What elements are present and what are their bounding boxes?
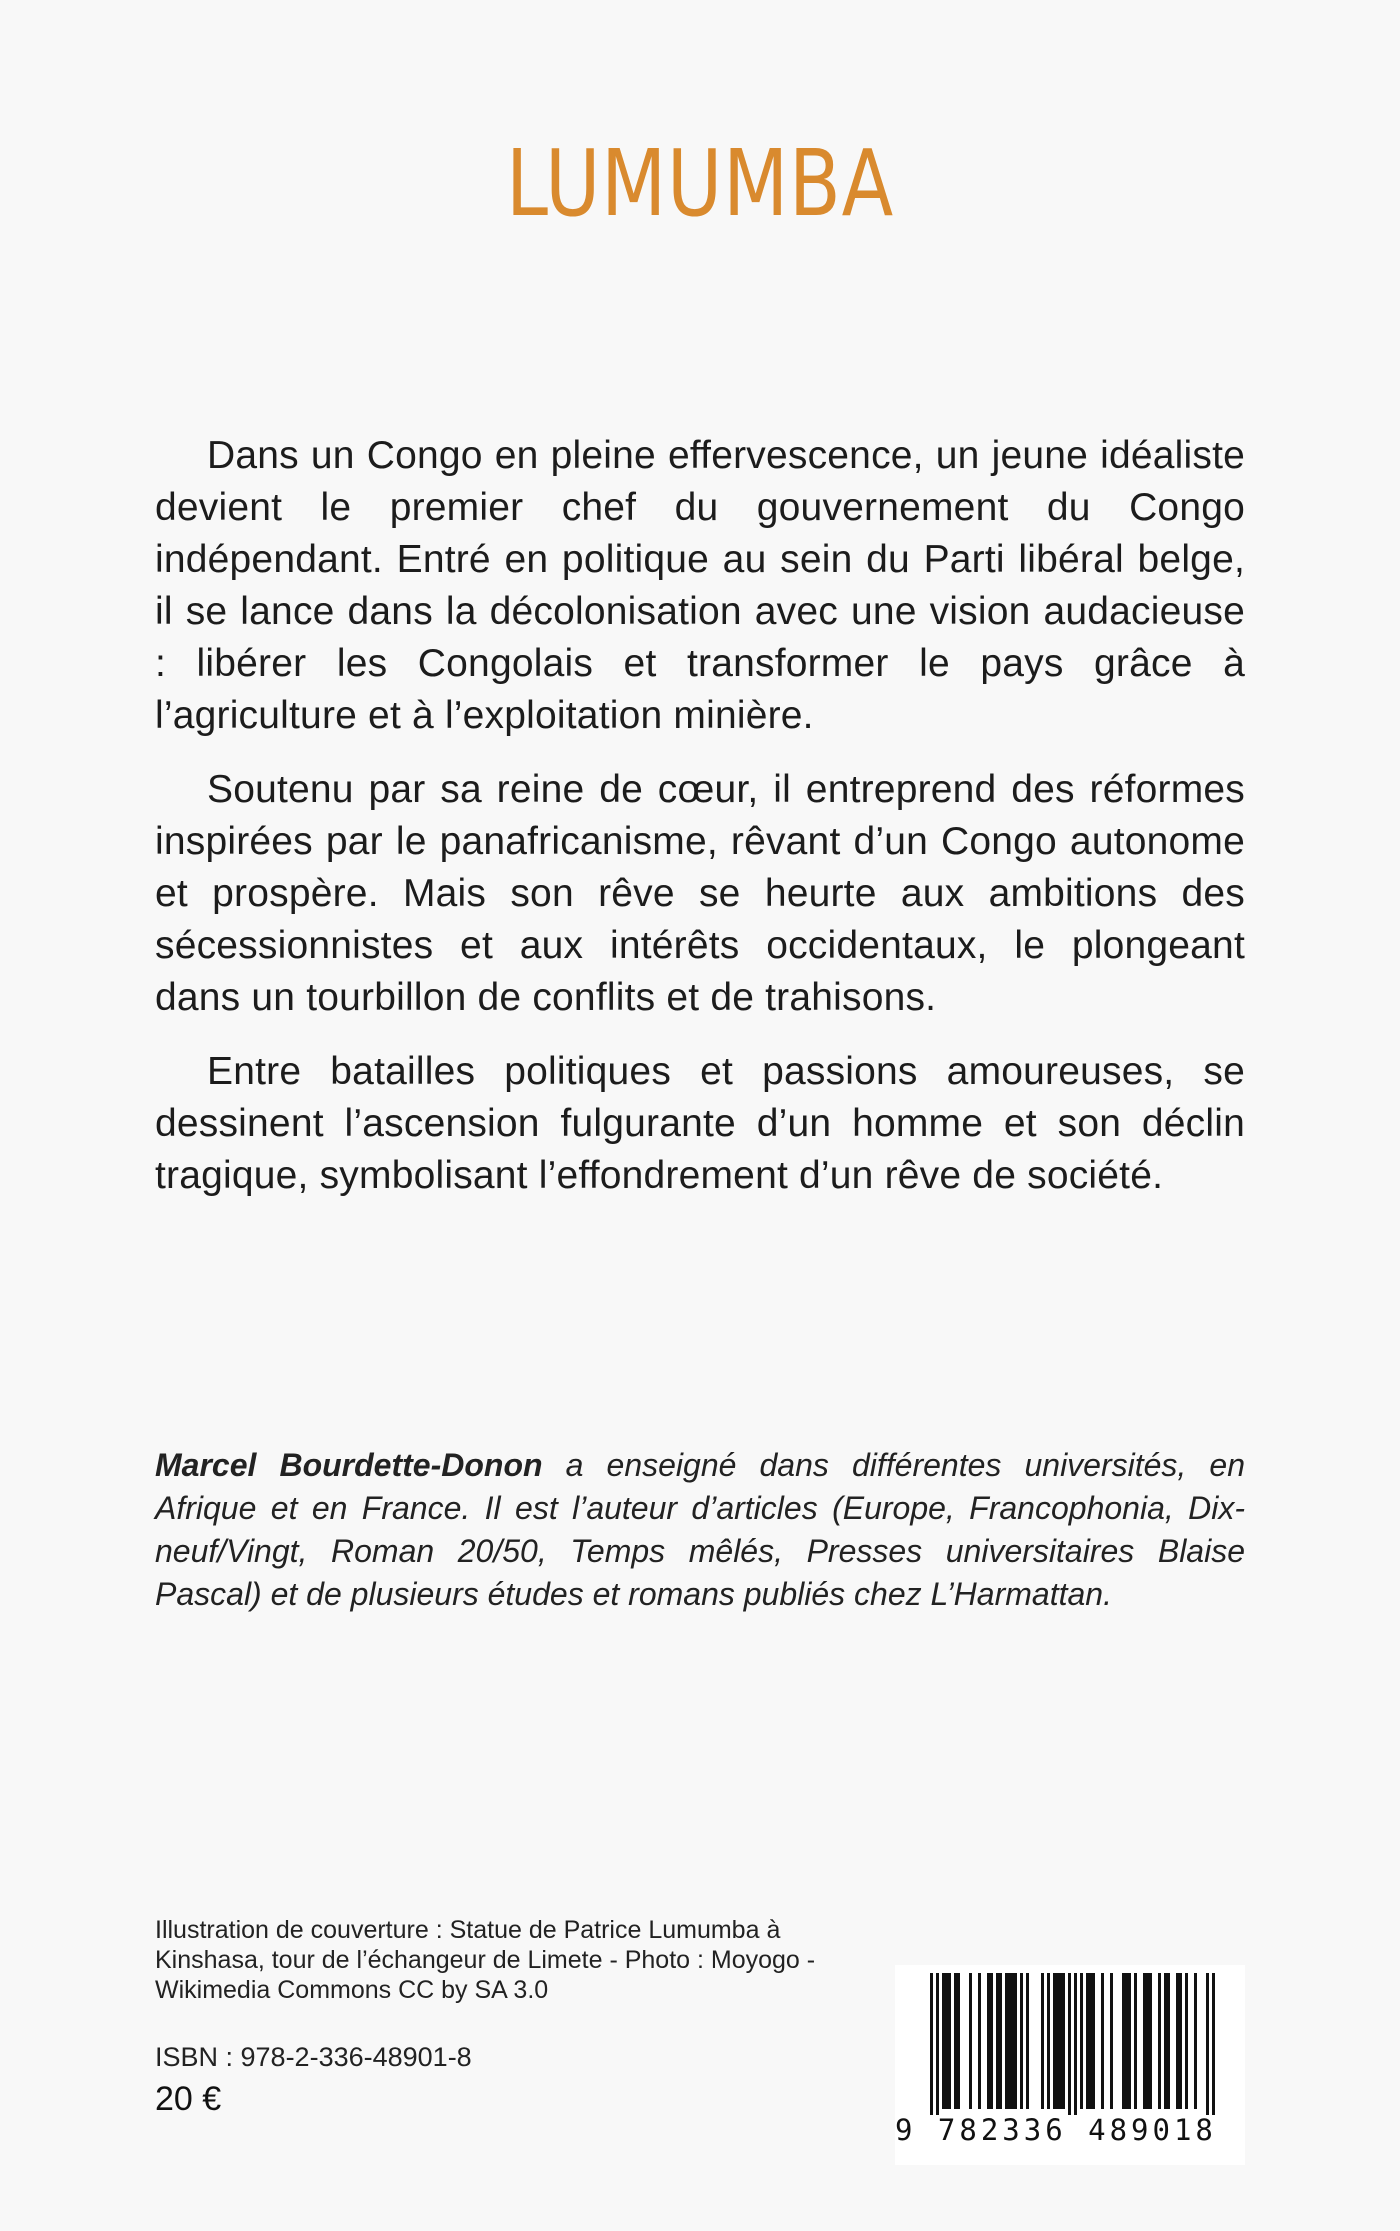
barcode-bar (1212, 1973, 1215, 2115)
barcode-bar (990, 1973, 993, 2109)
barcode-bar (1194, 1973, 1197, 2109)
barcode-bar (1128, 1973, 1131, 2109)
author-bio-text: a enseigné dans différentes universités, en Afrique et en France. Il est l’auteur d’articles (Europe, Francophonia, Dix-neuf/Vingt, Roman 20/50, Temps mêlés, Presses universitaires Blaise Pascal) et de plusieurs études et romans publiés chez L’Harmattan. (155, 1447, 1246, 1612)
cover-credit: Illustration de couverture : Statue de Patrice Lumumba à Kinshasa, tour de l’échangeur de Limete - Photo : Moyogo - Wikimedia Commons CC by SA 3.0 (155, 1916, 816, 2004)
barcode-bar (1047, 1973, 1050, 2109)
barcode-bar (1158, 1973, 1161, 2109)
price: 20 € (155, 2080, 222, 2118)
synopsis-paragraph-3: Entre batailles politiques et passions amoureuses, se dessinent l’ascension fulgurante d’un homme et son déclin tragique, symbolisant l’effondrement d’un rêve de société. (155, 1050, 1245, 1197)
barcode-bar (945, 1973, 948, 2109)
barcode-bar (1125, 1973, 1128, 2109)
barcode-bar (1011, 1973, 1014, 2109)
barcode-bar (1122, 1973, 1125, 2109)
barcode-bar (1008, 1973, 1011, 2109)
barcode-bar (936, 1973, 939, 2115)
barcode-bar (1074, 1973, 1077, 2115)
barcode-bar (987, 1973, 990, 2109)
barcode-bar (957, 1973, 960, 2109)
barcode-bar (1164, 1973, 1167, 2109)
barcode-bar (1026, 1973, 1029, 2109)
barcode-bar (930, 1973, 933, 2115)
barcode-bar (1053, 1973, 1056, 2109)
book-title: LUMUMBA (506, 130, 894, 237)
barcode-bar (996, 1973, 999, 2109)
barcode-bar (1149, 1973, 1152, 2109)
barcode-bar (1101, 1973, 1104, 2109)
barcode-bar (1110, 1973, 1113, 2109)
author-name: Marcel Bourdette-Donon (155, 1447, 543, 1483)
barcode-bar (1020, 1973, 1023, 2109)
barcode-bar (1176, 1973, 1179, 2109)
barcode-bar (1134, 1973, 1137, 2109)
synopsis-paragraph-2: Soutenu par sa reine de cœur, il entreprend des réformes inspirées par le panafricanisme, rêvant d’un Congo autonome et prospère. Mais son rêve se heurte aux ambitions des sécessionnistes et aux intérêts occidentaux, le plongeant dans un tourbillon de conflits et de trahisons. (155, 768, 1245, 1019)
barcode-bar (1086, 1973, 1089, 2109)
barcode-bar (1014, 1973, 1017, 2109)
barcode-bar (1143, 1973, 1146, 2109)
barcode-bar (948, 1973, 951, 2109)
synopsis-paragraph-1: Dans un Congo en pleine effervescence, un jeune idéaliste devient le premier chef du gouvernement du Congo indépendant. Entré en politique au sein du Parti libéral belge, il se lance dans la décolonisation avec une vision audacieuse : libérer les Congolais et transformer le pays grâce à l’agriculture et à l’exploitation minière. (155, 434, 1245, 737)
barcode-bar (1185, 1973, 1188, 2109)
author-bio (155, 1444, 1245, 1616)
barcode-bar (1062, 1973, 1065, 2109)
synopsis (155, 430, 1245, 1224)
barcode-bar (1059, 1973, 1062, 2109)
barcode-bar (1056, 1973, 1059, 2109)
barcode-bar (1005, 1973, 1008, 2109)
barcode-bar (1092, 1973, 1095, 2109)
barcode-bar (1146, 1973, 1149, 2109)
barcode-bar (1206, 1973, 1209, 2115)
isbn-barcode (895, 1965, 1245, 2165)
barcode-bars (895, 1965, 1245, 2115)
barcode-bar (1041, 1973, 1044, 2109)
barcode-bar (954, 1973, 957, 2109)
barcode-bar (1089, 1973, 1092, 2109)
barcode-bar (1068, 1973, 1071, 2115)
barcode-bar (969, 1973, 972, 2109)
barcode-bar (978, 1973, 981, 2109)
barcode-digits: 9 782336 489018 (895, 2113, 1217, 2147)
barcode-bar (1167, 1973, 1170, 2109)
barcode-bar (1080, 1973, 1083, 2109)
barcode-bar (942, 1973, 945, 2109)
barcode-bar (999, 1973, 1002, 2109)
isbn: ISBN : 978-2-336-48901-8 (155, 2042, 472, 2072)
barcode-bar (1179, 1973, 1182, 2109)
